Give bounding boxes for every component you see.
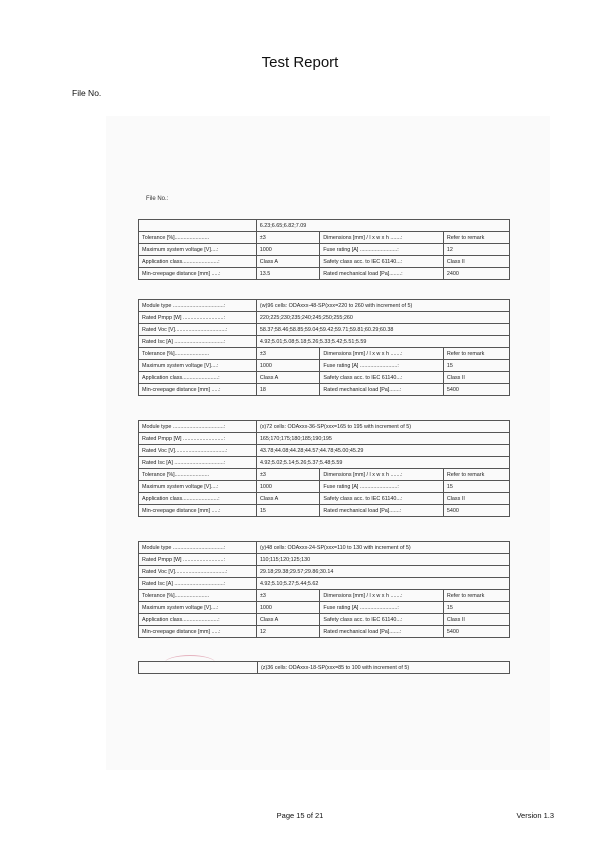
table-cell: Rated Voc [V]..................................: [139, 566, 257, 578]
table-cell: 12 [443, 244, 509, 256]
table-cell: Rated Isc [A] .................................: [139, 457, 257, 469]
table-cell: Rated mechanical load [Pa].......: [320, 384, 443, 396]
table-row [139, 493, 510, 505]
table-cell: Module type ..................................: [139, 542, 257, 554]
table-cell [139, 662, 258, 674]
table-row [139, 312, 510, 324]
table-cell: ±3 [256, 469, 319, 481]
table-row [139, 336, 510, 348]
table-cell: Maximum system voltage [V]....: [139, 360, 257, 372]
table-cell: Tolerance [%]....................... [139, 469, 257, 481]
table-cell: 15 [443, 360, 509, 372]
table-cell: Class A [256, 372, 319, 384]
table-cell: Refer to remark [443, 590, 509, 602]
table-row [139, 626, 510, 638]
table-cell: Fuse rating [A] .........................: [320, 360, 443, 372]
table-cell: Rated mechanical load [Pa].......: [320, 626, 443, 638]
table-cell: Class A [256, 256, 320, 268]
table-row [139, 360, 510, 372]
table-cell: Application class........................: [139, 372, 257, 384]
table-cell: 1000 [256, 481, 319, 493]
table-row [139, 602, 510, 614]
table-cell: Rated Pmpp [W] ...........................: [139, 433, 257, 445]
report-title: Test Report [261, 54, 339, 71]
table-row [139, 433, 510, 445]
table-cell: Rated Voc [V]..................................: [139, 324, 257, 336]
table-cell: 29.18;29.38;29.57;29.86;30.14 [256, 566, 509, 578]
table-row [139, 372, 510, 384]
table-cell: Application class........................: [139, 256, 257, 268]
table-cell: Maximum system voltage [V]....: [139, 481, 257, 493]
file-number-label: File No. [72, 88, 102, 98]
table-cell: 18 [256, 384, 319, 396]
table-cell: 58.37;58.46;58.85;59.04;59.42;59.71;59.81;60.29;60.38 [256, 324, 509, 336]
table-cell: Rated Isc [A] .................................: [139, 336, 257, 348]
table-cell: (z)36 cells: ODAxxx-18-SP(xxx=85 to 100 with increment of 5) [258, 662, 510, 674]
table-cell: Safety class acc. to IEC 61140...: [320, 493, 443, 505]
table-cell: Refer to remark [443, 469, 509, 481]
table-cell: Min-creepage distance [mm] .....: [139, 505, 257, 517]
table-row [139, 300, 510, 312]
table-cell: Dimensions [mm] / l x w x h .......: [320, 590, 443, 602]
table-cell: 15 [443, 602, 509, 614]
table-cell: Class II [443, 493, 509, 505]
table-cell: Maximum system voltage [V]....: [139, 602, 257, 614]
table-cell: Tolerance [%]....................... [139, 348, 257, 360]
table-cell: 13.5 [256, 268, 320, 280]
table-cell: Class A [256, 614, 319, 626]
table-row [139, 220, 510, 232]
table-cell: (w)96 cells: ODAxxx-48-SP(xxx=220 to 260 with increment of 5) [256, 300, 509, 312]
table-cell: Min-creepage distance [mm] .....: [139, 384, 257, 396]
table-row [139, 348, 510, 360]
table-cell: Safety class acc. to IEC 61140...: [320, 614, 443, 626]
table-row [139, 421, 510, 433]
table-row [139, 445, 510, 457]
table-row [139, 232, 510, 244]
version-label: Version 1.3 [516, 811, 554, 820]
table-row [139, 614, 510, 626]
table-cell: Rated Pmpp [W] ...........................: [139, 554, 257, 566]
table-cell: Rated Voc [V]..................................: [139, 445, 257, 457]
table-cell: 15 [443, 481, 509, 493]
table-row [139, 384, 510, 396]
table-row [139, 481, 510, 493]
table-cell: 5400 [443, 626, 509, 638]
table-cell: 5400 [443, 505, 509, 517]
table-row [139, 662, 510, 674]
table-cell [139, 220, 257, 232]
table-row [139, 469, 510, 481]
table-cell: Rated mechanical load [Pa]........: [320, 268, 444, 280]
table-cell: 2400 [443, 268, 509, 280]
table-cell: 15 [256, 505, 319, 517]
spec-table-block-3 [138, 420, 510, 517]
table-cell: Class A [256, 493, 319, 505]
table-row [139, 324, 510, 336]
table-cell: Safety class acc. to IEC 61140...: [320, 256, 444, 268]
table-cell: ±3 [256, 232, 320, 244]
table-row [139, 590, 510, 602]
table-cell: Dimensions [mm] / l x w x h .......: [320, 469, 443, 481]
table-row [139, 256, 510, 268]
table-cell: Application class........................: [139, 614, 257, 626]
table-cell: Module type ..................................: [139, 300, 257, 312]
table-cell: 4.92;5.10;5.27;5.44;5.62 [256, 578, 509, 590]
table-cell: Class II [443, 372, 509, 384]
table-cell: Dimensions [mm] / l x w x h .......: [320, 348, 443, 360]
table-cell: Rated Pmpp [W] ...........................: [139, 312, 257, 324]
table-cell: Fuse rating [A] .........................: [320, 244, 444, 256]
table-cell: Module type ..................................: [139, 421, 257, 433]
table-cell: Rated Isc [A] .................................: [139, 578, 257, 590]
table-cell: Refer to remark [443, 348, 509, 360]
table-cell: 220;225;230;235;240;245;250;255;260 [256, 312, 509, 324]
table-row [139, 578, 510, 590]
table-cell: Dimensions [mm] / l x w x h .......: [320, 232, 444, 244]
table-cell: ±3 [256, 590, 319, 602]
table-cell: 1000 [256, 244, 320, 256]
table-cell: Refer to remark [443, 232, 509, 244]
table-cell: 43.78;44.08;44.28;44.57;44.78;45.00;45.29 [256, 445, 509, 457]
table-row [139, 268, 510, 280]
table-cell: Min-creepage distance [mm] .....: [139, 626, 257, 638]
table-row [139, 457, 510, 469]
table-cell: (x)72 cells: ODAxxx-36-SP(xxx=165 to 195 with increment of 5) [256, 421, 509, 433]
spec-table-block-4 [138, 541, 510, 638]
table-cell: Min-creepage distance [mm] .....: [139, 268, 257, 280]
table-cell: 12 [256, 626, 319, 638]
spec-table-block-1 [138, 219, 510, 280]
table-cell: Application class........................: [139, 493, 257, 505]
table-cell: Fuse rating [A] .........................: [320, 602, 443, 614]
table-cell: Safety class acc. to IEC 61140...: [320, 372, 443, 384]
table-row [139, 554, 510, 566]
table-cell: 4.92;5.02;5.14;5.26;5.37;5.48;5.59 [256, 457, 509, 469]
table-cell: Class II [443, 614, 509, 626]
table-cell: Fuse rating [A] .........................: [320, 481, 443, 493]
table-row [139, 566, 510, 578]
table-cell: Class II [443, 256, 509, 268]
scan-file-number-label: File No.: [146, 196, 169, 202]
table-cell: 1000 [256, 602, 319, 614]
table-cell: Maximum system voltage [V]....: [139, 244, 257, 256]
table-cell: 6.23;6.65;6.82;7.09 [256, 220, 509, 232]
spec-table-block-2 [138, 299, 510, 396]
table-cell: 4.92;5.01;5.08;5.18;5.26;5.33;5.42;5.51;5.59 [256, 336, 509, 348]
table-row [139, 505, 510, 517]
table-row [139, 244, 510, 256]
table-cell: Rated mechanical load [Pa].......: [320, 505, 443, 517]
table-cell: 5400 [443, 384, 509, 396]
page-number: Page 15 of 21 [276, 811, 324, 820]
table-cell: (y)48 cells: ODAxxx-24-SP(xxx=110 to 130 with increment of 5) [256, 542, 509, 554]
spec-table-block-5 [138, 661, 510, 674]
table-cell: 110;115;120;125;130 [256, 554, 509, 566]
table-cell: 165;170;175;180;185;190;195 [256, 433, 509, 445]
table-cell: ±3 [256, 348, 319, 360]
table-cell: 1000 [256, 360, 319, 372]
table-cell: Tolerance [%]....................... [139, 590, 257, 602]
table-cell: Tolerance [%]....................... [139, 232, 257, 244]
table-row [139, 542, 510, 554]
